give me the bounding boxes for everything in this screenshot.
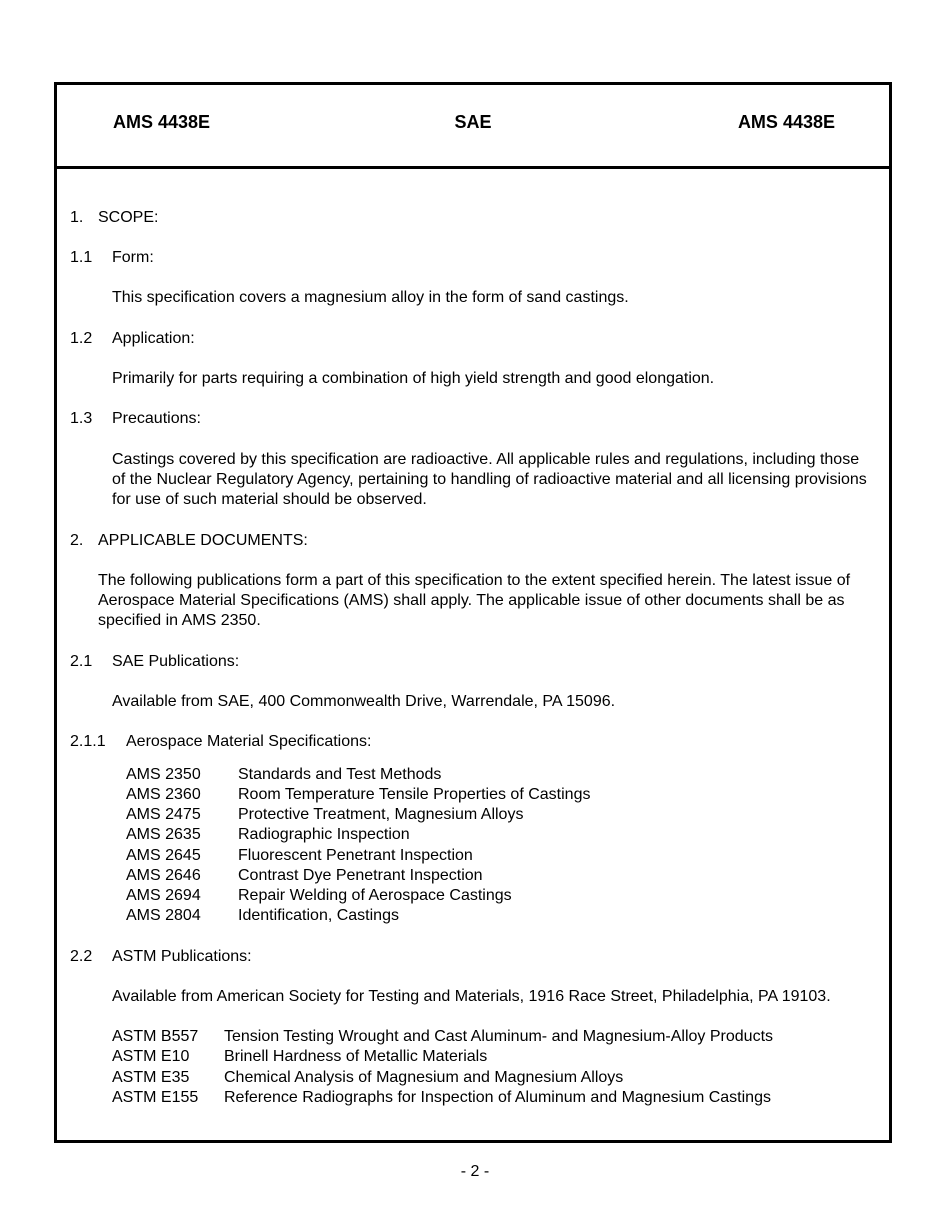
section-2-1-1-heading	[70, 732, 372, 752]
spec-code: AMS 2694	[126, 887, 201, 904]
section-1-2-text: Primarily for parts requiring a combination of high yield strength and good elongation.	[112, 370, 715, 387]
spec-code: AMS 2646	[126, 867, 201, 884]
section-title: Application:	[112, 330, 195, 347]
section-1-1-heading	[70, 248, 154, 268]
section-title: Precautions:	[112, 410, 201, 427]
spec-title: Reference Radiographs for Inspection of Aluminum and Magnesium Castings	[224, 1089, 771, 1106]
section-title: Form:	[112, 249, 154, 266]
spec-code: AMS 2804	[126, 907, 201, 924]
spec-code: ASTM E10	[112, 1048, 190, 1065]
section-title: SCOPE:	[98, 209, 159, 226]
section-1-1-text: This specification covers a magnesium alloy in the form of sand castings.	[112, 289, 629, 306]
spec-title: Room Temperature Tensile Properties of Castings	[238, 786, 591, 803]
section-1-2-heading	[70, 329, 195, 349]
section-2-2-heading	[70, 947, 252, 967]
section-number: 1.2	[70, 330, 93, 347]
section-2-1-text: Available from SAE, 400 Commonwealth Drive, Warrendale, PA 15096.	[112, 693, 616, 710]
spec-title: Standards and Test Methods	[238, 766, 442, 783]
section-number: 1.3	[70, 410, 93, 427]
spec-title: Tension Testing Wrought and Cast Aluminum- and Magnesium-Alloy Products	[224, 1028, 774, 1045]
section-title: ASTM Publications:	[112, 948, 252, 965]
header-org: SAE	[454, 112, 492, 132]
spec-code: AMS 2360	[126, 786, 201, 803]
section-title: SAE Publications:	[112, 653, 240, 670]
section-2-text: The following publications form a part of this specification to the extent specified herein. The latest issue of Aerospace Material Specifications (AMS) shall apply. The applicable issue of other documents shall be as specified in AMS 2350.	[98, 572, 851, 630]
section-number: 2.	[70, 532, 84, 549]
spec-code: ASTM E155	[112, 1089, 199, 1106]
spec-code: ASTM B557	[112, 1028, 199, 1045]
section-1-3-text: Castings covered by this specification are radioactive. All applicable rules and regulations, including those of the Nuclear Regulatory Agency, pertaining to handling of radioactive material and all licensing provisions for use of such material should be observed.	[112, 451, 867, 509]
section-number: 1.1	[70, 249, 93, 266]
spec-title: Protective Treatment, Magnesium Alloys	[238, 806, 524, 823]
page-number: - 2 -	[460, 1163, 490, 1180]
spec-title: Repair Welding of Aerospace Castings	[238, 887, 512, 904]
spec-code: AMS 2645	[126, 847, 201, 864]
section-2-heading	[70, 531, 308, 551]
spec-title: Identification, Castings	[238, 907, 399, 924]
section-number: 2.2	[70, 948, 93, 965]
header-doc-id-right: AMS 4438E	[737, 112, 835, 132]
section-title: Aerospace Material Specifications:	[126, 733, 372, 750]
section-number: 2.1.1	[70, 733, 106, 750]
section-2-1-heading	[70, 652, 240, 672]
spec-title: Brinell Hardness of Metallic Materials	[224, 1048, 488, 1065]
spec-code: AMS 2350	[126, 766, 201, 783]
spec-code: ASTM E35	[112, 1069, 190, 1086]
spec-title: Radiographic Inspection	[238, 826, 410, 843]
section-number: 1.	[70, 209, 84, 226]
section-1-heading	[70, 208, 159, 228]
spec-title: Chemical Analysis of Magnesium and Magnesium Alloys	[224, 1069, 624, 1086]
section-2-2-text: Available from American Society for Testing and Materials, 1916 Race Street, Philadelphia, PA 19103.	[112, 988, 831, 1005]
section-number: 2.1	[70, 653, 93, 670]
spec-code: AMS 2475	[126, 806, 201, 823]
spec-code: AMS 2635	[126, 826, 201, 843]
spec-title: Contrast Dye Penetrant Inspection	[238, 867, 483, 884]
header-doc-id-left: AMS 4438E	[113, 112, 211, 132]
spec-title: Fluorescent Penetrant Inspection	[238, 847, 473, 864]
section-title: APPLICABLE DOCUMENTS:	[98, 532, 308, 549]
section-1-3-heading	[70, 409, 201, 429]
page-header	[57, 85, 889, 169]
